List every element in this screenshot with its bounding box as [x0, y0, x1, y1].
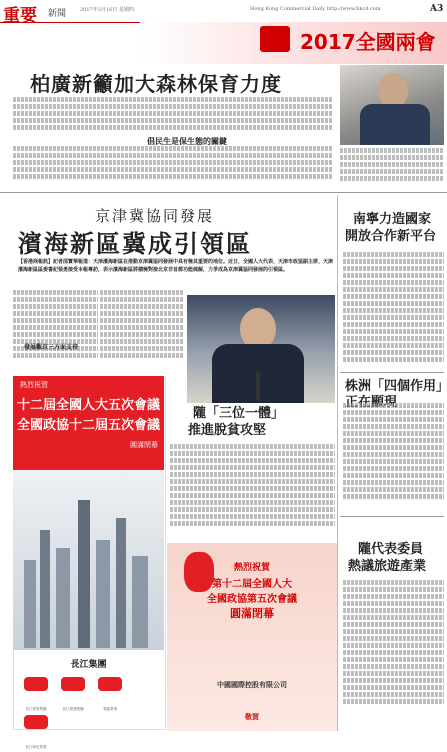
story2-headline: 濱海新區冀成引領區 [18, 229, 252, 258]
ad1-line2: 全國政協十二屆五次會議 [16, 418, 160, 433]
ad2-tag: 熱烈祝賀 [233, 563, 270, 573]
ad2-line1: 第十二屆全國人大 [212, 579, 292, 590]
divider [340, 516, 444, 517]
divider [340, 372, 444, 373]
company-logo-icon [24, 715, 48, 729]
company-logo-icon [98, 677, 122, 691]
ad1-line1: 十二屆全國人大五次會議 [16, 398, 160, 413]
ad1-line3: 圓滿閉幕 [130, 441, 158, 449]
story6-body [343, 580, 444, 726]
flag-icon [260, 26, 290, 52]
website-line: Hong Kong Commercial Daily http://www.hkcd.com [250, 6, 381, 12]
story4-body [170, 444, 335, 538]
story2-lead: 【香港商報訊】記者邵寶華報道：天津濱海新區在推動京津冀協同發展中具有極其重要的地位。近日，全國人大代表、天津市政協副主席、天津濱海新區區委書記張勇接受本報專訪，表示濱海新區將積極對接北京非首都功能疏解，力爭成為京津冀協同發展的引領區。 [18, 259, 334, 273]
column-divider [337, 195, 338, 731]
ad1-logos: 長江實業集團 長江基建集團 電能實業 長江和記實業 [20, 676, 158, 716]
story2-kicker: 京津冀協同發展 [95, 207, 215, 225]
story3-headline-2: 開放合作新平台 [345, 229, 437, 244]
ad1-tag: 熱烈祝賀 [20, 381, 48, 389]
story4-headline-2: 推進脫貧攻堅 [188, 423, 267, 438]
ad1-sponsor: 長江集團 [70, 660, 107, 670]
ad2-line3: 圓滿閉幕 [230, 607, 274, 620]
masthead: 重要 [3, 6, 37, 26]
story1-body-2 [13, 146, 333, 190]
story1-body [13, 97, 333, 137]
story2-col2 [100, 290, 184, 374]
ad2-sponsor: 中國國際控股有限公司 [217, 680, 287, 689]
story1-side-text [340, 148, 444, 188]
company-logo-icon [24, 677, 48, 691]
story6-headline-1: 隴代表委員 [358, 542, 424, 557]
story1-headline: 柏廣新籲加大森林保育力度 [30, 72, 282, 96]
microphone [256, 372, 260, 400]
ad2-footer: 敬賀 [245, 712, 259, 721]
story1-subhead: 倡民生是保生態的關鍵 [147, 136, 227, 146]
banner-title: 2017全國兩會 [300, 30, 436, 54]
company-logo-icon [61, 677, 85, 691]
story2-subhead: 發展觀京三方面支持 [24, 344, 79, 351]
story5-body [343, 403, 444, 511]
ad2-line2: 全國政協第五次會議 [207, 594, 297, 605]
story4-headline-1: 隴「三位一體」 [193, 406, 285, 421]
story5-headline: 株洲「四個作用」 [345, 379, 443, 394]
story2-col1 [13, 290, 98, 374]
portrait-suit [360, 104, 430, 145]
story3-body [343, 252, 444, 370]
section-label: 新聞 [48, 9, 67, 19]
page-number: A3 [430, 4, 444, 14]
story3-headline-1: 南寧力造國家 [353, 212, 432, 227]
date-line: 2017年3月16日 星期四 [80, 7, 134, 13]
story6-headline-2: 熱議旅遊產業 [348, 559, 427, 574]
divider [0, 192, 447, 193]
